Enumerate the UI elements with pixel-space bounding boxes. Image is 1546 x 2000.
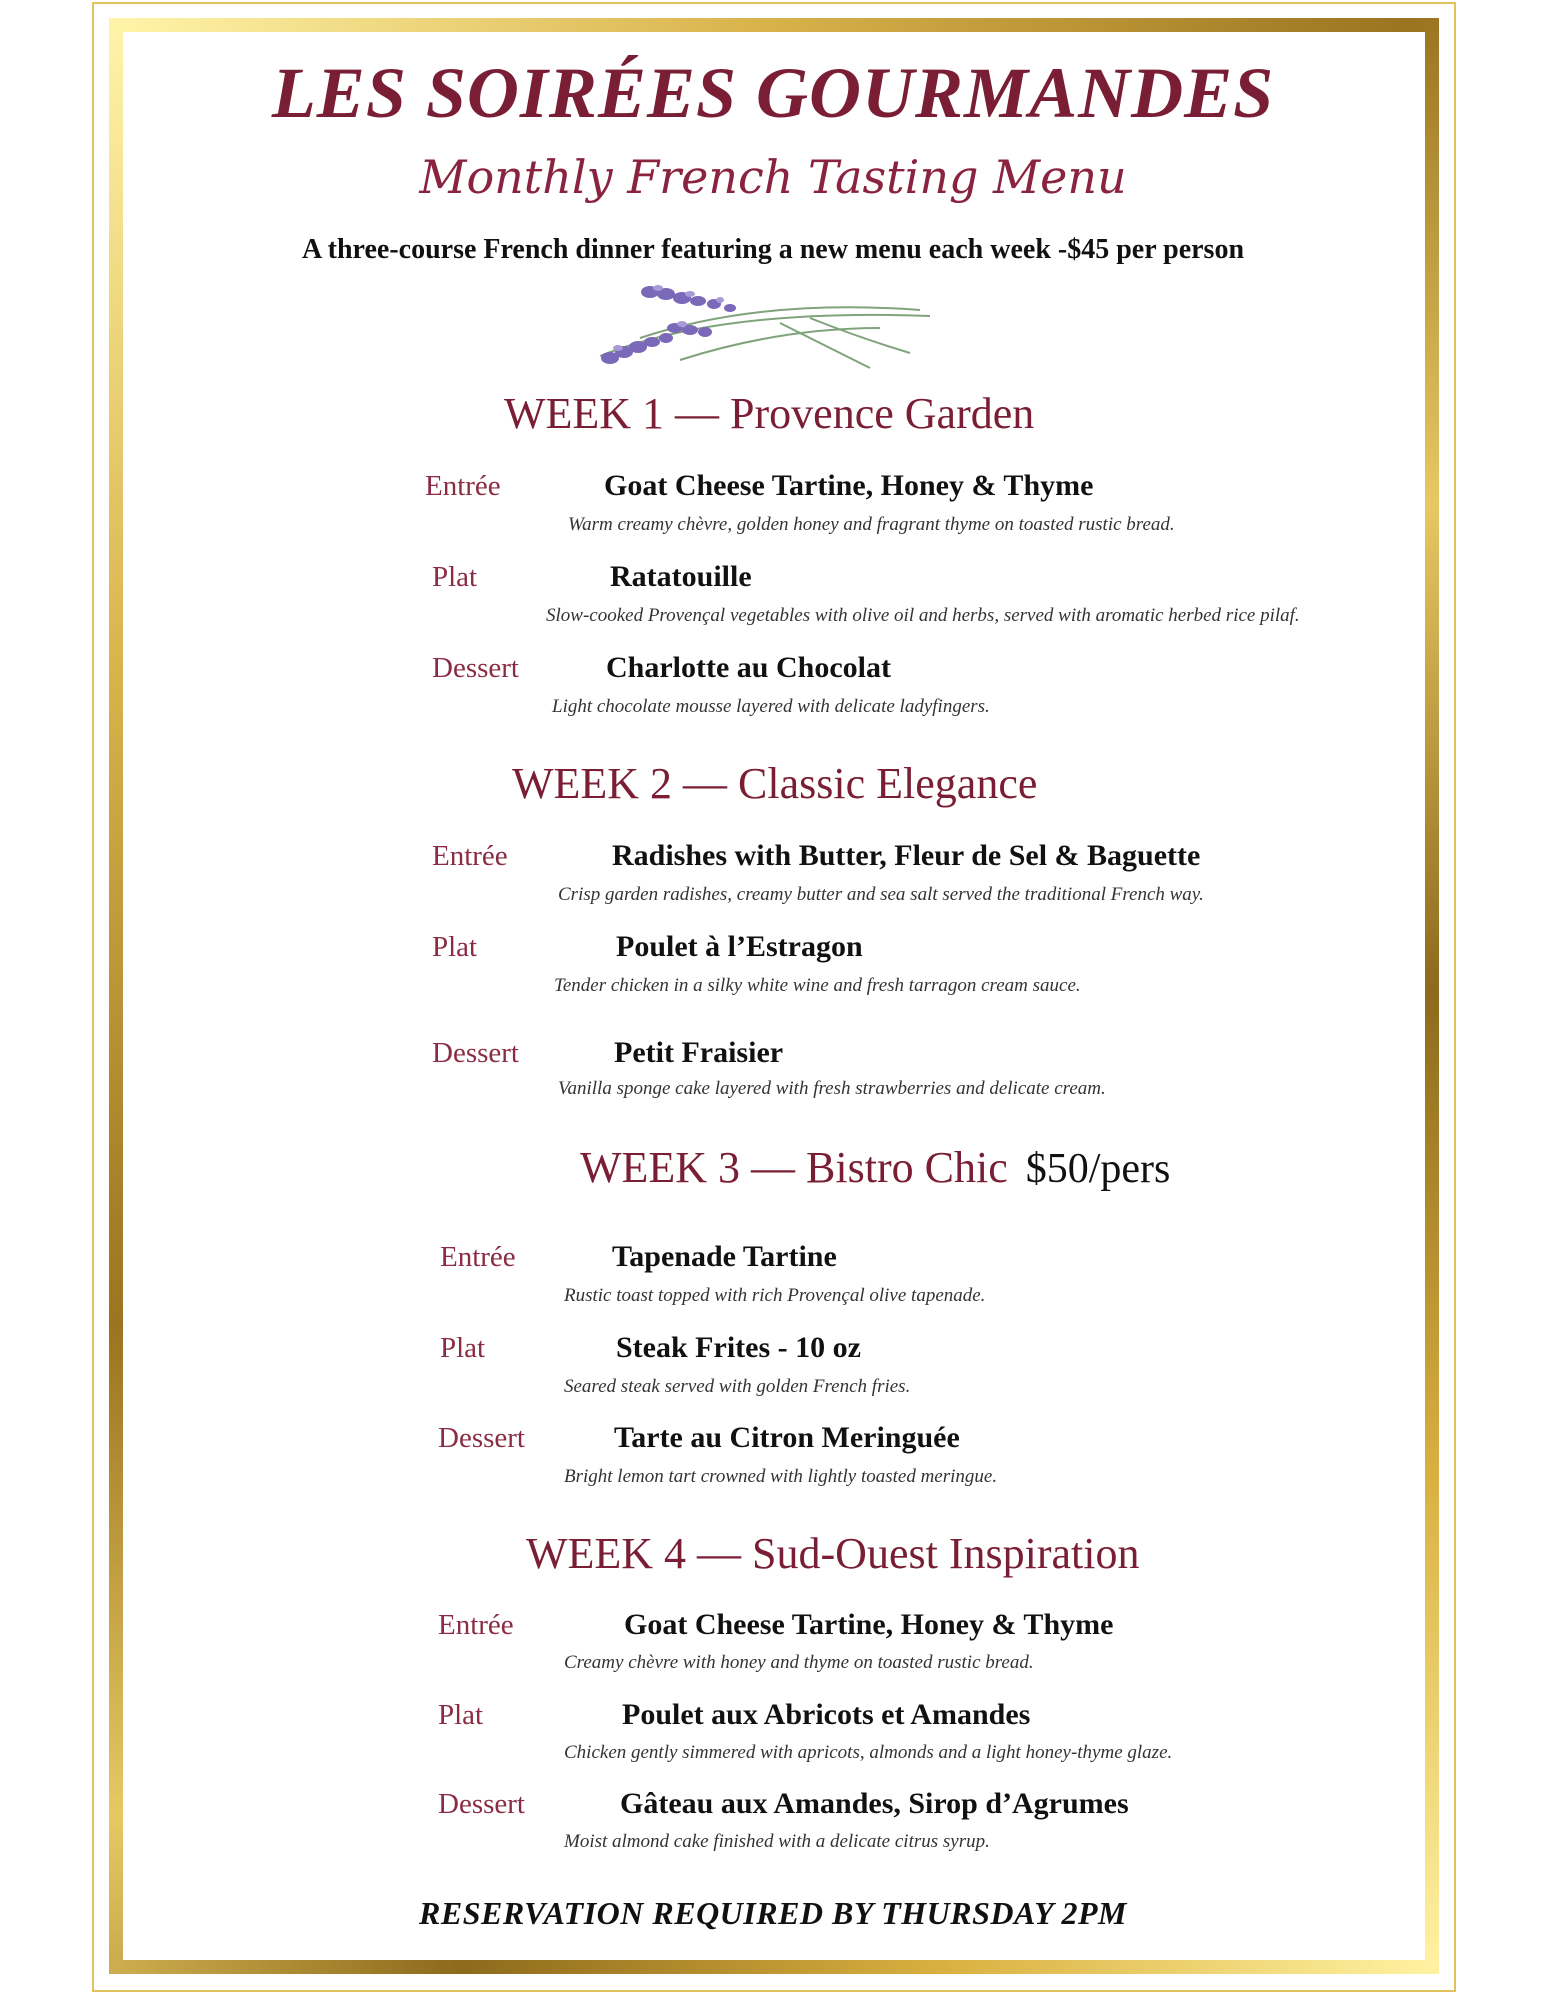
course-label-dessert: Dessert [432, 1037, 519, 1069]
dish-description: Tender chicken in a silky white wine and fresh tarragon cream sauce. [554, 975, 1081, 996]
dish-name: Steak Frites - 10 oz [616, 1331, 861, 1364]
course-label-plat: Plat [440, 1332, 486, 1364]
lavender-sprig-icon [580, 268, 940, 378]
dish-name: Ratatouille [610, 560, 752, 593]
dish-description: Rustic toast topped with rich Provençal olive tapenade. [564, 1285, 986, 1306]
dish-name: Gâteau aux Amandes, Sirop d’Agrumes [620, 1787, 1129, 1820]
course-label-plat: Plat [432, 931, 478, 963]
course-label-dessert: Dessert [438, 1788, 525, 1820]
week-3-heading [580, 1142, 1170, 1193]
course-label-entree: Entrée [438, 1609, 514, 1641]
week-3-title: WEEK 3 — Bistro Chic [580, 1143, 1008, 1192]
week-3-price: $50/pers [1025, 1146, 1171, 1192]
dish-name: Goat Cheese Tartine, Honey & Thyme [604, 469, 1094, 502]
course-label-entree: Entrée [425, 470, 501, 502]
dish-name: Poulet aux Abricots et Amandes [622, 1698, 1031, 1731]
dish-name: Goat Cheese Tartine, Honey & Thyme [624, 1608, 1114, 1641]
menu-subtitle: Monthly French Tasting Menu [419, 150, 1127, 204]
week-4-heading: WEEK 4 — Sud-Ouest Inspiration [526, 1529, 1140, 1578]
dish-name: Radishes with Butter, Fleur de Sel & Baguette [612, 839, 1201, 872]
menu-tagline: A three-course French dinner featuring a new menu each week -$45 per person [301, 234, 1245, 265]
dish-description: Bright lemon tart crowned with lightly toasted meringue. [564, 1466, 998, 1487]
dish-description: Crisp garden radishes, creamy butter and sea salt served the traditional French way. [558, 884, 1204, 905]
dish-name: Poulet à l’Estragon [616, 930, 863, 963]
dish-description: Creamy chèvre with honey and thyme on toasted rustic bread. [564, 1652, 1034, 1673]
dish-name: Tarte au Citron Meringuée [614, 1421, 960, 1454]
course-label-dessert: Dessert [432, 652, 519, 684]
dish-name: Charlotte au Chocolat [606, 651, 891, 684]
course-label-entree: Entrée [432, 840, 508, 872]
dish-name: Petit Fraisier [614, 1036, 784, 1069]
course-label-entree: Entrée [440, 1241, 516, 1273]
dish-description: Seared steak served with golden French fries. [564, 1376, 911, 1397]
dish-description: Warm creamy chèvre, golden honey and fragrant thyme on toasted rustic bread. [568, 514, 1175, 535]
course-label-plat: Plat [432, 561, 478, 593]
week-1-heading: WEEK 1 — Provence Garden [504, 389, 1035, 438]
dish-description: Slow-cooked Provençal vegetables with olive oil and herbs, served with aromatic herbed rice pilaf. [546, 605, 1300, 626]
dish-description: Moist almond cake finished with a delicate citrus syrup. [564, 1831, 990, 1852]
dish-name: Tapenade Tartine [612, 1240, 837, 1273]
course-label-dessert: Dessert [438, 1422, 525, 1454]
reservation-note: RESERVATION REQUIRED BY THURSDAY 2PM [419, 1895, 1127, 1931]
dish-description: Light chocolate mousse layered with delicate ladyfingers. [552, 696, 990, 717]
course-label-plat: Plat [438, 1699, 484, 1731]
dish-description: Vanilla sponge cake layered with fresh strawberries and delicate cream. [558, 1078, 1106, 1099]
dish-description: Chicken gently simmered with apricots, almonds and a light honey-thyme glaze. [564, 1742, 1173, 1763]
week-2-heading: WEEK 2 — Classic Elegance [512, 759, 1038, 808]
menu-title: LES SOIRÉES GOURMANDES [271, 53, 1275, 133]
